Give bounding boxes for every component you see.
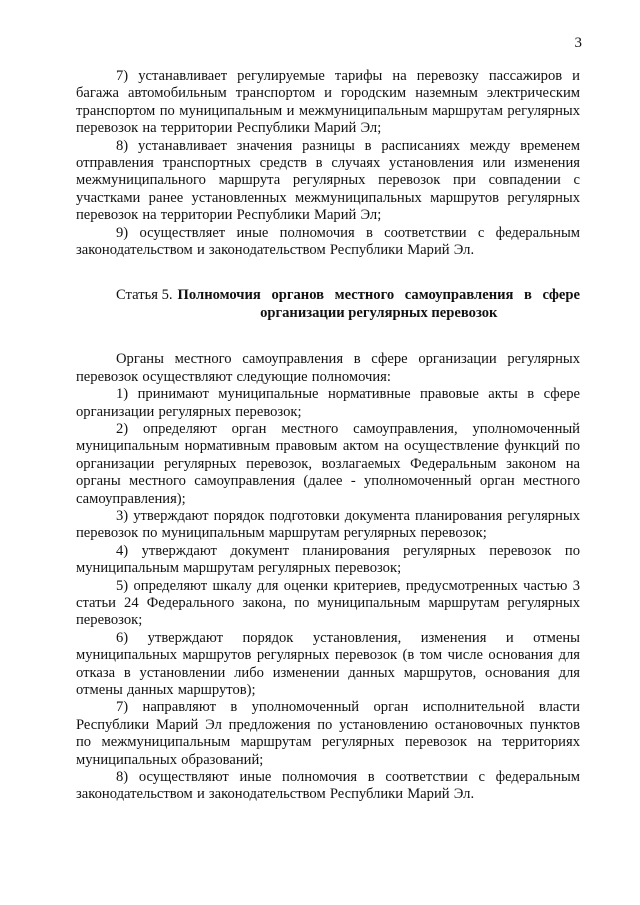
article5-item-5: 5) определяют шкалу для оценки критериев, предусмотренных частью 3 статьи 24 Федерального закона, по муниципальным маршрутам регулярных перевозок; bbox=[76, 577, 580, 629]
document-body bbox=[76, 68, 580, 804]
article5-item-4: 4) утверждают документ планирования регулярных перевозок по муниципальным маршрутам регулярных перевозок; bbox=[76, 542, 580, 577]
page-number: 3 bbox=[574, 35, 582, 51]
article5-item-2: 2) определяют орган местного самоуправления, уполномоченный муниципальным нормативным правовым актом на осуществление функций по организации регулярных перевозок, возлагаемых Федеральным законом на органы местного самоуправления (далее - уполномоченный орган местного самоуправления); bbox=[76, 420, 580, 507]
article5-item-7: 7) направляют в уполномоченный орган исполнительной власти Республики Марий Эл предложения по установлению остановочных пунктов по межмуниципальным маршрутам регулярных перевозок на территориях муниципальных образований; bbox=[76, 699, 580, 768]
article4-item-7: 7) устанавливает регулируемые тарифы на перевозку пассажиров и багажа автомобильным транспортом и городским наземным электрическим транспортом по муниципальным и межмуниципальным маршрутам регулярных перевозок на территории Республики Марий Эл; bbox=[76, 68, 580, 137]
article5-item-3: 3) утверждают порядок подготовки документа планирования регулярных перевозок по муниципальным маршрутам регулярных перевозок; bbox=[76, 507, 580, 542]
article5-title: Полномочия органов местного самоуправления в сфере организации регулярных перевозок bbox=[177, 287, 580, 321]
article5-label: Статья 5. bbox=[116, 287, 173, 304]
article5-item-6: 6) утверждают порядок установления, изменения и отмены муниципальных маршрутов регулярных перевозок (в том числе основания для отказа в установлении либо изменении данных маршрутов, основания для отмены данных маршрутов); bbox=[76, 629, 580, 698]
article5-intro: Органы местного самоуправления в сфере организации регулярных перевозок осуществляют следующие полномочия: bbox=[76, 351, 580, 385]
article4-item-9: 9) осуществляет иные полномочия в соответствии с федеральным законодательством и законодательством Республики Марий Эл. bbox=[76, 224, 580, 259]
article5-item-1: 1) принимают муниципальные нормативные правовые акты в сфере организации регулярных перевозок; bbox=[76, 386, 580, 420]
article4-item-8: 8) устанавливает значения разницы в расписаниях между временем отправления транспортных средств в случаях установления или изменения межмуниципального маршрута регулярных перевозок при совпадении с участками ранее установленных межмуниципальных маршрутов регулярных перевозок на территории Республики Марий Эл; bbox=[76, 137, 580, 224]
article5-item-8: 8) осуществляют иные полномочия в соответствии с федеральным законодательством и законодательством Республики Марий Эл. bbox=[76, 769, 580, 803]
article5-heading bbox=[76, 287, 580, 322]
